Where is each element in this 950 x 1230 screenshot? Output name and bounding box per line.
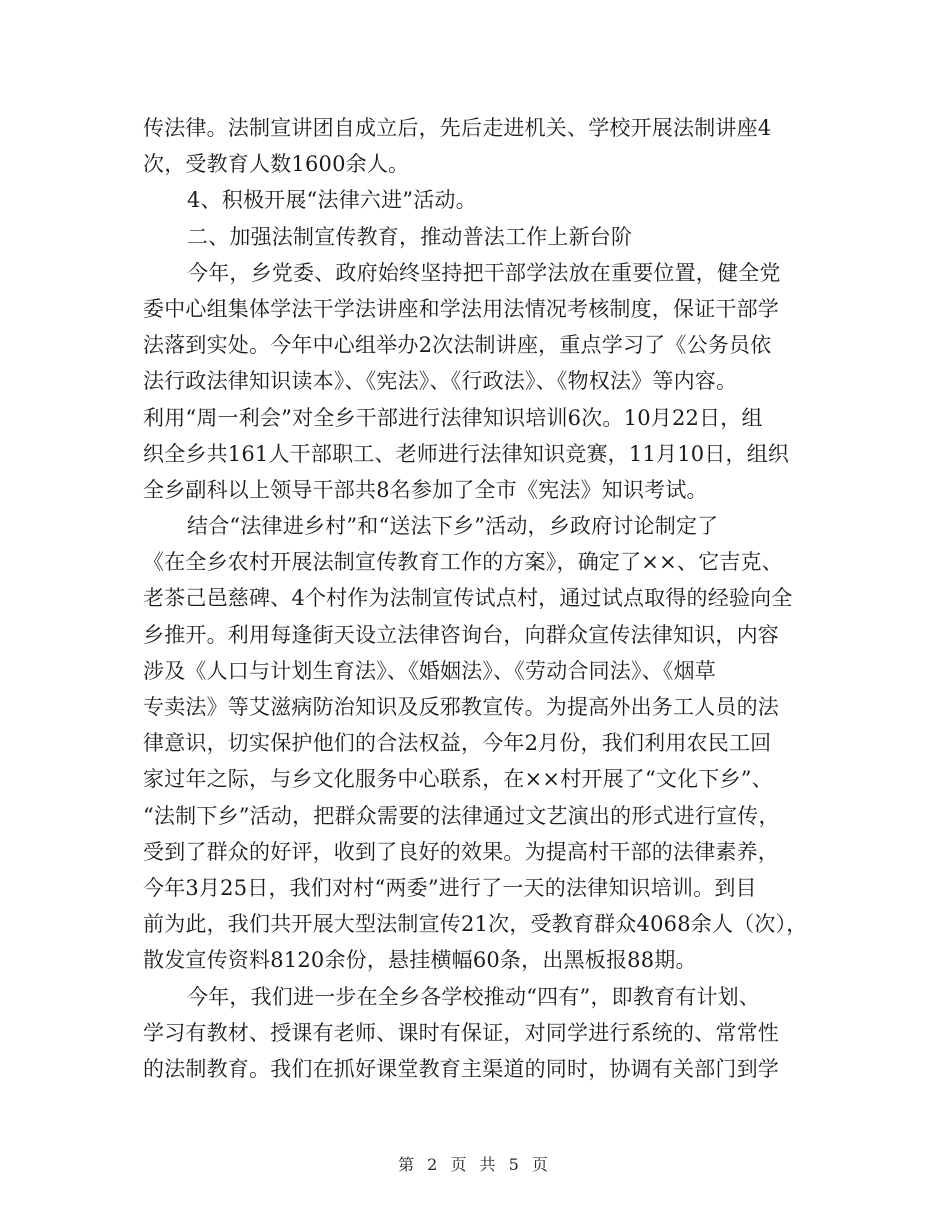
text-line: 乡推开。利用每逢街天设立法律咨询台，向群众宣传法律知识，内容 — [143, 622, 779, 647]
text-line: 传法律。法制宣讲团自成立后，先后走进机关、学校开展法制讲座4 — [143, 116, 772, 140]
text-line: 织全乡共161人干部职工、老师进行法律知识竞赛，11月10日，组织 — [143, 441, 790, 466]
text-line: 今年3月25日，我们对村“两委”进行了一天的法律知识培训。到目 — [143, 875, 757, 900]
text-line: 老茶己邑慈碑、4个村作为法制宣传试点村，通过试点取得的经验向全 — [143, 586, 793, 611]
text-line: 次，受教育人数1600余人。 — [143, 152, 410, 177]
text-line: 法落到实处。今年中心组举办2次法制讲座，重点学习了《公务员依 — [143, 333, 772, 358]
text-line: 今年，我们进一步在全乡各学校推动“四有”，即教育有计划、 — [187, 984, 761, 1009]
text-line: “法制下乡”活动，把群众需要的法律通过文艺演出的形式进行宣传， — [143, 803, 780, 828]
text-line: 今年，乡党委、政府始终坚持把干部学法放在重要位置，健全党 — [187, 260, 781, 285]
text-line: 受到了群众的好评，收到了良好的效果。为提高村干部的法律素养， — [143, 839, 779, 864]
text-line: 4、积极开展“法律六进”活动。 — [187, 188, 477, 213]
text-line: 利用“周一利会”对全乡干部进行法律知识培训6次。10月22日，组 — [143, 405, 763, 430]
text-line: 涉及《人口与计划生育法》、《婚姻法》、《劳动合同法》、《烟草 — [143, 658, 716, 683]
page-number: 第 2 页 共 5 页 — [398, 1155, 552, 1174]
text-line: 全乡副科以上领导干部共8名参加了全市《宪法》知识考试。 — [143, 477, 708, 502]
text-line: 《在全乡农村开展法制宣传教育工作的方案》，确定了××、它吉克、 — [143, 550, 783, 575]
text-line: 家过年之际，与乡文化服务中心联系，在××村开展了“文化下乡”、 — [143, 767, 773, 792]
document-body — [143, 110, 813, 1087]
text-line: 二、加强法制宣传教育，推动普法工作上新台阶 — [187, 224, 633, 249]
text-line: 学习有教材、授课有老师、课时有保证，对同学进行系统的、常常性 — [143, 1020, 779, 1045]
text-line: 结合“法律进乡村”和“送法下乡”活动，乡政府讨论制定了 — [187, 514, 719, 539]
text-line: 专卖法》等艾滋病防治知识及反邪教宣传。为提高外出务工人员的法 — [143, 695, 779, 719]
text-line: 法行政法律知识读本》、《宪法》、《行政法》、《物权法》等内容。 — [143, 369, 738, 394]
text-line: 律意识，切实保护他们的合法权益，今年2月份，我们利用农民工回 — [143, 731, 772, 756]
text-line: 的法制教育。我们在抓好课堂教育主渠道的同时，协调有关部门到学 — [143, 1056, 779, 1081]
text-line: 委中心组集体学法干学法讲座和学法用法情况考核制度，保证干部学 — [143, 296, 779, 321]
text-line: 散发宣传资料8120余份，悬挂横幅60条，出黑板报88期。 — [143, 948, 697, 973]
text-line: 前为此，我们共开展大型法制宣传21次，受教育群众4068余人（次）， — [143, 912, 808, 937]
